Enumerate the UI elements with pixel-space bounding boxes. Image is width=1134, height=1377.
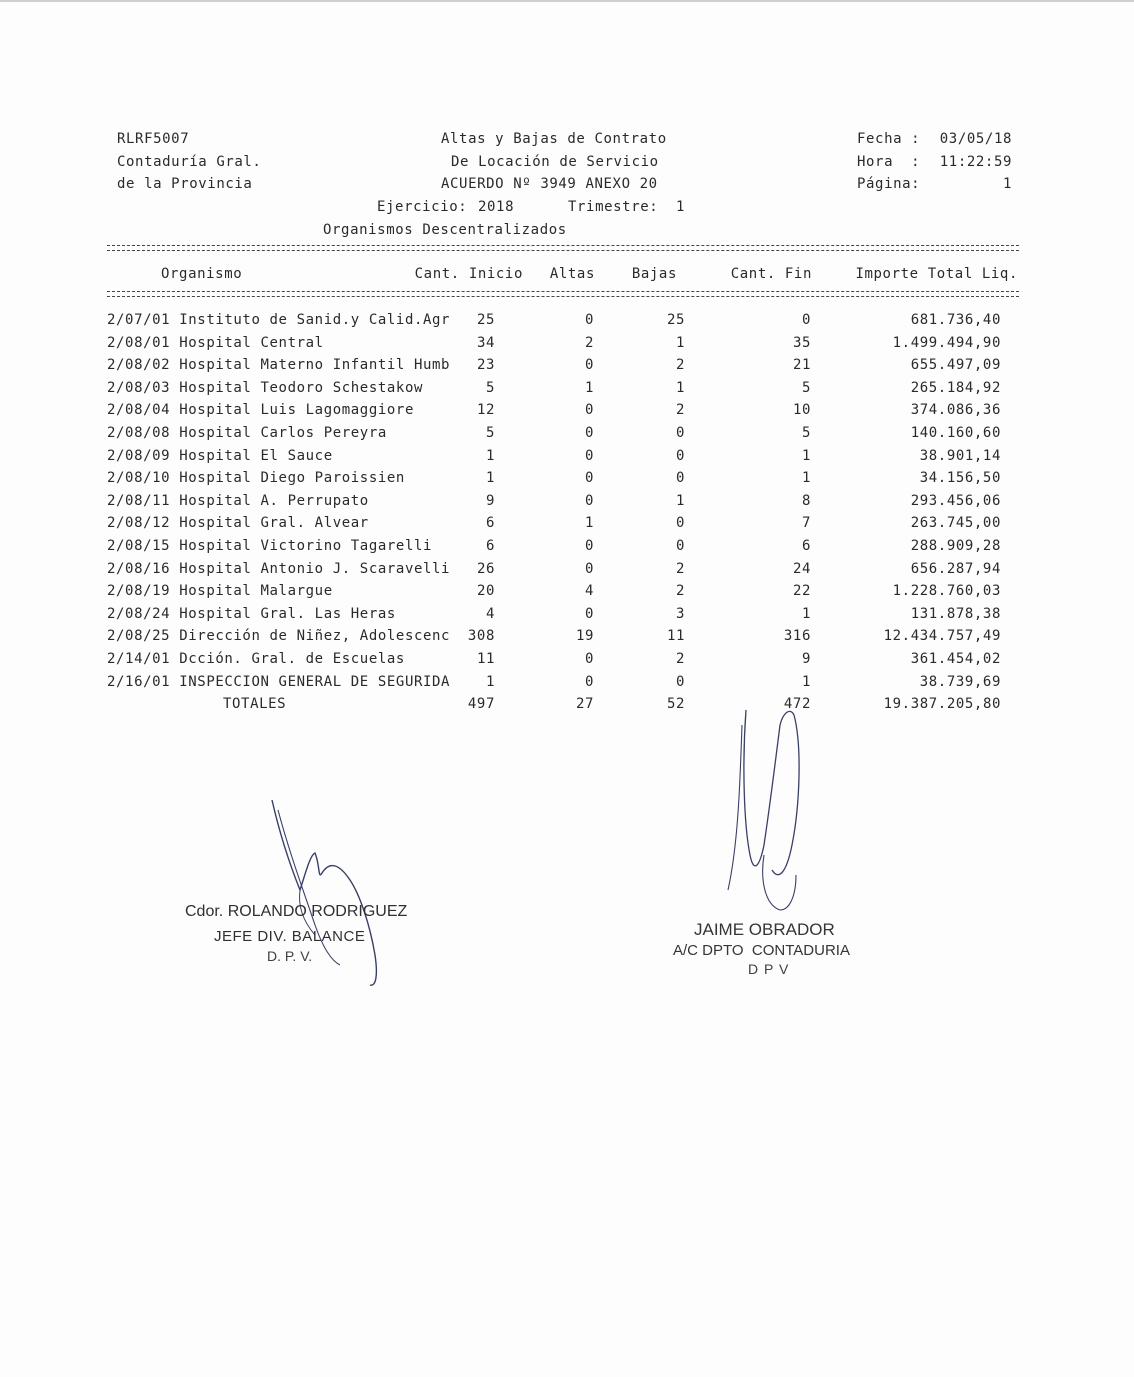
cell-bajas: 0 (675, 538, 685, 554)
report-code: RLRF5007 (117, 131, 190, 147)
cell-importe: 656.287,94 (910, 561, 1001, 577)
cell-organismo: 2/08/24 Hospital Gral. Las Heras (107, 606, 396, 622)
cell-cant-fin: 1 (801, 448, 811, 464)
signer-right-org: D P V (748, 961, 790, 977)
cell-altas: 19 (575, 628, 594, 644)
cell-importe: 288.909,28 (910, 538, 1001, 554)
cell-importe: 19.387.205,80 (883, 696, 1001, 712)
col-cant-inicio: Cant. Inicio (414, 266, 523, 282)
cell-importe: 38.901,14 (919, 448, 1001, 464)
cell-importe: 263.745,00 (910, 515, 1001, 531)
cell-importe: 1.499.494,90 (892, 335, 1001, 351)
table-row (0, 309, 1134, 331)
cell-cant-fin: 1 (801, 470, 811, 486)
cell-cant-fin: 21 (792, 357, 811, 373)
signer-left-org: D. P. V. (267, 948, 313, 964)
cell-cant-inicio: 497 (467, 696, 495, 712)
cell-cant-inicio: 20 (476, 583, 495, 599)
cell-cant-fin: 316 (783, 628, 811, 644)
cell-organismo: 2/08/15 Hospital Victorino Tagarelli (107, 538, 433, 554)
ejercicio-value: 2018 (478, 199, 515, 215)
cell-cant-inicio: 6 (485, 538, 495, 554)
cell-importe: 1.228.760,03 (892, 583, 1001, 599)
cell-cant-fin: 24 (792, 561, 811, 577)
cell-organismo: 2/14/01 Dcción. Gral. de Escuelas (107, 651, 405, 667)
cell-bajas: 3 (675, 606, 685, 622)
cell-altas: 0 (584, 538, 594, 554)
cell-cant-fin: 5 (801, 425, 811, 441)
signature-right-scribble (720, 705, 820, 920)
cell-cant-inicio: 34 (476, 335, 495, 351)
pagina-value: 1 (1002, 176, 1012, 192)
cell-organismo: 2/08/08 Hospital Carlos Pereyra (107, 425, 387, 441)
cell-organismo: 2/08/09 Hospital El Sauce (107, 448, 333, 464)
agreement-ref: ACUERDO Nº 3949 ANEXO 20 (441, 176, 658, 192)
table-row (0, 558, 1134, 580)
cell-importe: 361.454,02 (910, 651, 1001, 667)
cell-altas: 0 (584, 357, 594, 373)
cell-altas: 4 (584, 583, 594, 599)
table-row (0, 625, 1134, 647)
top-rule (107, 245, 1019, 251)
cell-altas: 0 (584, 561, 594, 577)
report-subtitle: De Locación de Servicio (451, 154, 659, 170)
signer-left-title: JEFE DIV. BALANCE (214, 928, 366, 945)
cell-importe: 681.736,40 (910, 312, 1001, 328)
cell-altas: 0 (584, 312, 594, 328)
cell-altas: 1 (584, 380, 594, 396)
cell-cant-inicio: 23 (476, 357, 495, 373)
cell-bajas: 2 (675, 651, 685, 667)
cell-organismo: 2/08/25 Dirección de Niñez, Adolescenc (107, 628, 451, 644)
table-row (0, 445, 1134, 467)
cell-cant-inicio: 5 (485, 380, 495, 396)
table-row (0, 580, 1134, 602)
cell-bajas: 2 (675, 583, 685, 599)
cell-bajas: 0 (675, 448, 685, 464)
col-organismo: Organismo (161, 266, 243, 282)
cell-bajas: 25 (666, 312, 685, 328)
trimestre-label: Trimestre: (568, 199, 659, 215)
cell-cant-fin: 6 (801, 538, 811, 554)
cell-altas: 0 (584, 493, 594, 509)
cell-cant-fin: 1 (801, 606, 811, 622)
table-row (0, 467, 1134, 489)
cell-cant-fin: 1 (801, 674, 811, 690)
cell-cant-fin: 0 (801, 312, 811, 328)
table-row (0, 603, 1134, 625)
cell-importe: 34.156,50 (919, 470, 1001, 486)
table-row (0, 490, 1134, 512)
table-row (0, 377, 1134, 399)
col-bajas: Bajas (631, 266, 677, 282)
cell-importe: 12.434.757,49 (883, 628, 1001, 644)
report-title: Altas y Bajas de Contrato (441, 131, 667, 147)
cell-altas: 27 (575, 696, 594, 712)
cell-cant-inicio: 308 (467, 628, 495, 644)
cell-organismo: 2/08/12 Hospital Gral. Alvear (107, 515, 369, 531)
issuer-line-2: de la Provincia (117, 176, 253, 192)
cell-bajas: 1 (675, 380, 685, 396)
table-row (0, 354, 1134, 376)
cell-cant-fin: 35 (792, 335, 811, 351)
cell-organismo: 2/08/16 Hospital Antonio J. Scaravelli (107, 561, 451, 577)
cell-cant-inicio: 11 (476, 651, 495, 667)
cell-organismo: TOTALES (223, 696, 287, 712)
cell-importe: 38.739,69 (919, 674, 1001, 690)
cell-altas: 0 (584, 402, 594, 418)
table-header (0, 263, 1134, 285)
cell-altas: 1 (584, 515, 594, 531)
scan-edge (0, 0, 1134, 2)
cell-importe: 293.456,06 (910, 493, 1001, 509)
cell-cant-fin: 8 (801, 493, 811, 509)
col-altas: Altas (549, 266, 595, 282)
cell-organismo: 2/08/01 Hospital Central (107, 335, 324, 351)
header-rule (107, 291, 1019, 297)
cell-bajas: 0 (675, 515, 685, 531)
cell-cant-inicio: 6 (485, 515, 495, 531)
cell-importe: 655.497,09 (910, 357, 1001, 373)
trimestre-value: 1 (676, 199, 686, 215)
cell-importe: 265.184,92 (910, 380, 1001, 396)
cell-bajas: 11 (666, 628, 685, 644)
signer-right-name: JAIME OBRADOR (694, 920, 835, 939)
cell-bajas: 52 (666, 696, 685, 712)
cell-importe: 131.878,38 (910, 606, 1001, 622)
cell-bajas: 2 (675, 357, 685, 373)
table-row (0, 422, 1134, 444)
cell-cant-fin: 472 (783, 696, 811, 712)
cell-cant-fin: 9 (801, 651, 811, 667)
issuer-line-1: Contaduría Gral. (117, 154, 262, 170)
cell-bajas: 1 (675, 493, 685, 509)
hora-value: 11:22:59 (939, 154, 1012, 170)
cell-altas: 0 (584, 448, 594, 464)
cell-importe: 374.086,36 (910, 402, 1001, 418)
cell-altas: 0 (584, 651, 594, 667)
cell-cant-inicio: 25 (476, 312, 495, 328)
cell-cant-inicio: 4 (485, 606, 495, 622)
ejercicio-label: Ejercicio: (377, 199, 468, 215)
cell-cant-inicio: 1 (485, 448, 495, 464)
cell-organismo: 2/08/10 Hospital Diego Paroissien (107, 470, 405, 486)
cell-altas: 0 (584, 470, 594, 486)
cell-bajas: 0 (675, 470, 685, 486)
cell-cant-inicio: 1 (485, 470, 495, 486)
cell-organismo: 2/08/04 Hospital Luis Lagomaggiore (107, 402, 414, 418)
cell-importe: 140.160,60 (910, 425, 1001, 441)
cell-altas: 2 (584, 335, 594, 351)
hora-label: Hora : (857, 154, 921, 170)
cell-organismo: 2/08/03 Hospital Teodoro Schestakow (107, 380, 424, 396)
table-row (0, 671, 1134, 693)
cell-organismo: 2/08/19 Hospital Malargue (107, 583, 333, 599)
cell-cant-fin: 22 (792, 583, 811, 599)
cell-bajas: 0 (675, 674, 685, 690)
cell-altas: 0 (584, 425, 594, 441)
cell-organismo: 2/07/01 Instituto de Sanid.y Calid.Agr (107, 312, 451, 328)
fecha-value: 03/05/18 (939, 131, 1012, 147)
table-row (0, 332, 1134, 354)
fecha-label: Fecha : (857, 131, 921, 147)
cell-cant-fin: 10 (792, 402, 811, 418)
cell-cant-inicio: 26 (476, 561, 495, 577)
cell-bajas: 0 (675, 425, 685, 441)
cell-organismo: 2/08/02 Hospital Materno Infantil Humb (107, 357, 451, 373)
col-cant-fin: Cant. Fin (730, 266, 812, 282)
cell-bajas: 1 (675, 335, 685, 351)
cell-cant-inicio: 1 (485, 674, 495, 690)
signature-left-scribble (260, 795, 400, 995)
signer-left-name: Cdor. ROLANDO RODRIGUEZ (185, 903, 408, 920)
cell-organismo: 2/16/01 INSPECCION GENERAL DE SEGURIDA (107, 674, 451, 690)
cell-bajas: 2 (675, 561, 685, 577)
cell-altas: 0 (584, 674, 594, 690)
table-row (0, 399, 1134, 421)
cell-cant-fin: 7 (801, 515, 811, 531)
table-row (0, 512, 1134, 534)
table-row (0, 535, 1134, 557)
section-title: Organismos Descentralizados (323, 222, 567, 238)
totals-row (0, 693, 1134, 715)
cell-cant-inicio: 12 (476, 402, 495, 418)
pagina-label: Página: (857, 176, 921, 192)
cell-cant-inicio: 5 (485, 425, 495, 441)
cell-bajas: 2 (675, 402, 685, 418)
cell-cant-fin: 5 (801, 380, 811, 396)
cell-altas: 0 (584, 606, 594, 622)
signer-right-title: A/C DPTO CONTADURIA (673, 942, 850, 959)
cell-organismo: 2/08/11 Hospital A. Perrupato (107, 493, 369, 509)
cell-cant-inicio: 9 (485, 493, 495, 509)
col-importe: Importe Total Liq. (855, 266, 1018, 282)
table-row (0, 648, 1134, 670)
